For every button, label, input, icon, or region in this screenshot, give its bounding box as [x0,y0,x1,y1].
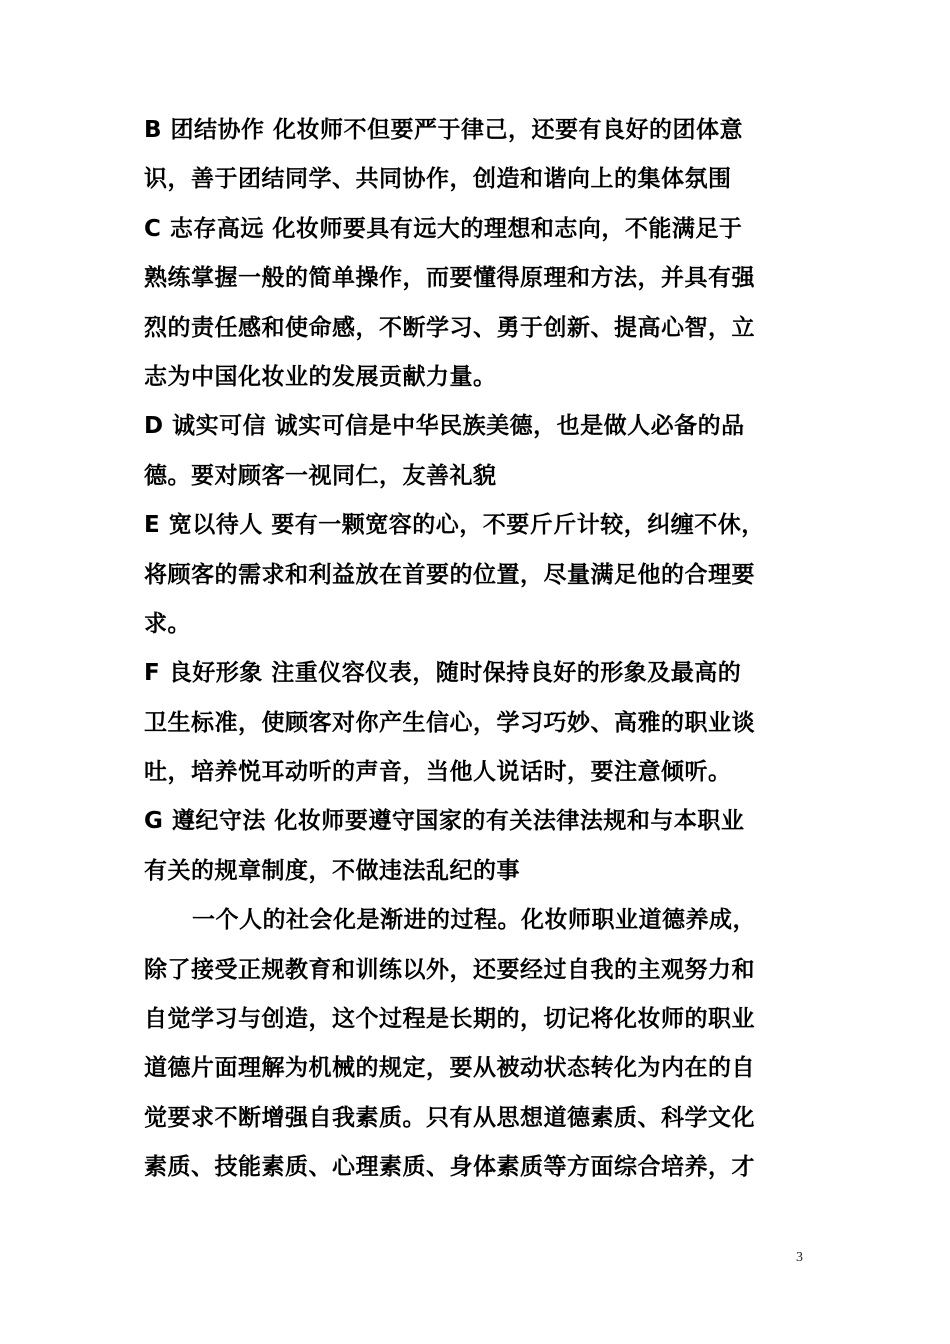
text-line: 求。 [144,610,191,637]
text-line: 觉要求不断增强自我素质。只有从思想道德素质、科学文化 [144,1104,755,1131]
page-number: 3 [796,1250,803,1265]
text-line: D 诚实可信 诚实可信是中华民族美德，也是做人必备的品 [144,413,745,440]
text-line: 道德片面理解为机械的规定，要从被动状态转化为内在的自 [144,1055,755,1082]
text-line: 自觉学习与创造，这个过程是长期的，切记将化妆师的职业 [144,1006,755,1033]
text-line: G 遵纪守法 化妆师要遵守国家的有关法律法规和与本职业 [144,808,745,835]
text-line: 烈的责任感和使命感，不断学习、勇于创新、提高心智，立 [144,314,755,341]
text-line: B 团结协作 化妆师不但要严于律己，还要有良好的团体意 [144,117,744,143]
text-line: 有关的规章制度，不做违法乱纪的事 [144,857,520,884]
text-line: 识，善于团结同学、共同协作，创造和谐向上的集体氛围 [144,166,732,193]
text-line: 志为中国化妆业的发展贡献力量。 [144,363,497,390]
text-line: 吐，培养悦耳动听的声音，当他人说话时，要注意倾听。 [144,759,732,786]
text-line: 素质、技能素质、心理素质、身体素质等方面综合培养，才 [144,1154,755,1181]
body-text [144,106,814,1193]
text-line: F 良好形象 注重仪容仪表，随时保持良好的形象及最高的 [144,660,742,687]
text-line: C 志存高远 化妆师要具有远大的理想和志向，不能满足于 [144,215,743,242]
text-line: 将顾客的需求和利益放在首要的位置，尽量满足他的合理要 [144,561,755,588]
text-line: 熟练掌握一般的简单操作，而要懂得原理和方法，并具有强 [144,265,755,292]
text-line: 除了接受正规教育和训练以外，还要经过自我的主观努力和 [144,956,755,983]
text-line: E 宽以待人 要有一颗宽容的心，不要斤斤计较，纠缠不休， [144,512,765,539]
text-line: 卫生标准，使顾客对你产生信心，学习巧妙、高雅的职业谈 [144,709,755,736]
text-line: 德。要对顾客一视同仁，友善礼貌 [144,462,497,489]
paragraph-first-line: 一个人的社会化是渐进的过程。化妆师职业道德养成， [192,907,756,934]
